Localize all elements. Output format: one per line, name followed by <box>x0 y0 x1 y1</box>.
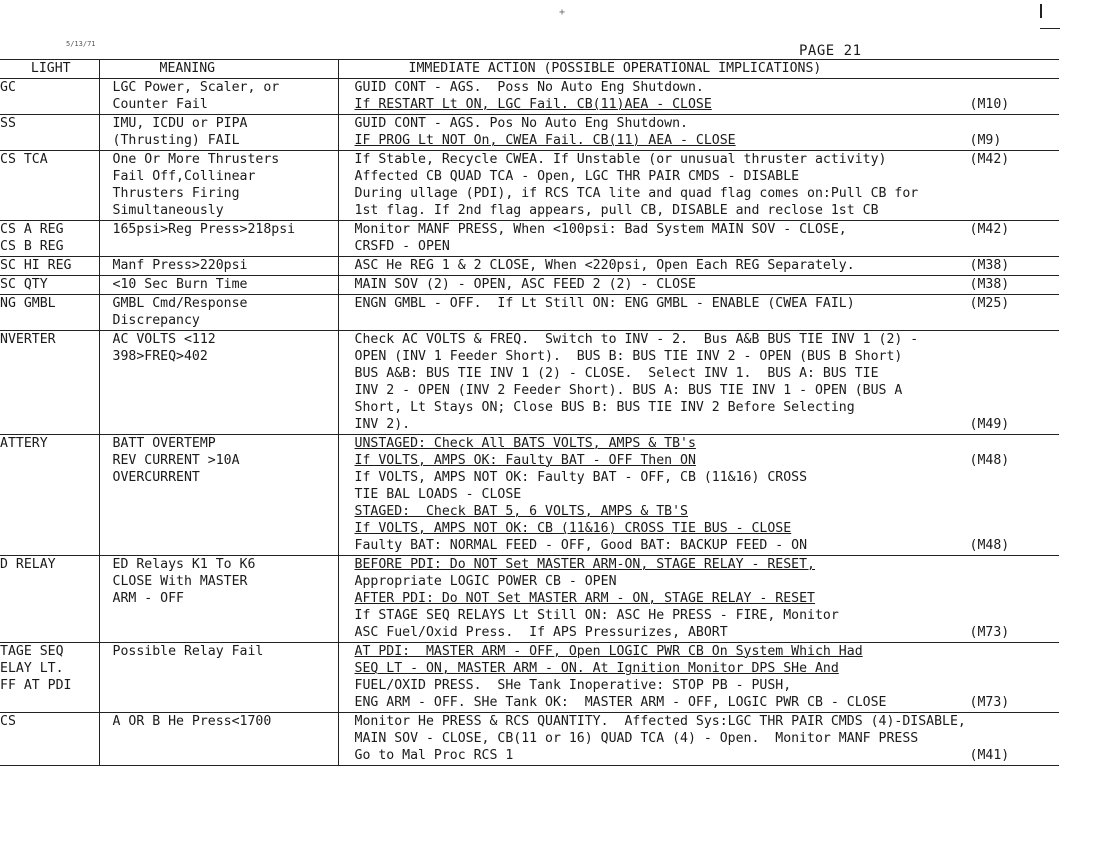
caution-warning-table <box>0 59 1059 766</box>
table-row <box>0 556 1059 643</box>
action-cell <box>338 115 1059 151</box>
action-cell <box>338 643 1059 713</box>
action-cell-line: AFTER PDI: Do NOT Set MASTER ARM - ON, STAGE RELAY - RESET <box>354 591 815 606</box>
table-row <box>0 221 1059 257</box>
light-cell-line: CS B REG <box>0 239 64 254</box>
meaning-cell-line: Thrusters Firing <box>112 186 240 201</box>
light-cell <box>0 713 99 766</box>
malfunction-reference: (M38) <box>969 258 1010 273</box>
table-row <box>0 643 1059 713</box>
meaning-cell <box>99 556 338 643</box>
meaning-cell-line: Manf Press>220psi <box>112 258 248 273</box>
action-cell-line: If RESTART Lt ON, LGC Fail. CB(11)AEA - CLOSE <box>354 97 712 112</box>
meaning-cell <box>99 295 338 331</box>
meaning-cell-line: Simultaneously <box>112 203 224 218</box>
document-date: 5/13/71 <box>66 40 96 48</box>
action-cell-line: Faulty BAT: NORMAL FEED - OFF, Good BAT: BACKUP FEED - ON <box>354 538 808 553</box>
malfunction-reference: (M49) <box>969 417 1010 432</box>
meaning-cell-line: A OR B He Press<1700 <box>112 714 272 729</box>
meaning-cell-line: IMU, ICDU or PIPA <box>112 116 248 131</box>
light-cell <box>0 295 99 331</box>
light-cell <box>0 556 99 643</box>
meaning-cell <box>99 276 338 295</box>
light-cell <box>0 276 99 295</box>
action-cell-line: If VOLTS, AMPS NOT OK: Faulty BAT - OFF, CB (11&16) CROSS <box>354 470 808 485</box>
meaning-cell-line: AC VOLTS <112 <box>112 332 216 347</box>
light-cell <box>0 221 99 257</box>
action-cell-line: Monitor He PRESS & RCS QUANTITY. Affected Sys:LGC THR PAIR CMDS (4)-DISABLE, <box>354 714 966 729</box>
light-cell-line: TAGE SEQ <box>0 644 64 659</box>
action-cell <box>338 713 1059 766</box>
malfunction-reference: (M38) <box>969 277 1010 292</box>
action-cell-line: Check AC VOLTS & FREQ. Switch to INV - 2. Bus A&B BUS TIE INV 1 (2) - <box>354 332 919 347</box>
light-cell-line: FF AT PDI <box>0 678 72 693</box>
scan-mark: + <box>559 7 566 18</box>
light-cell-line: SC QTY <box>0 277 48 292</box>
malfunction-reference: (M73) <box>969 625 1010 640</box>
table-row <box>0 295 1059 331</box>
action-cell-line: Short, Lt Stays ON; Close BUS B: BUS TIE INV 2 Before Selecting <box>354 400 855 415</box>
light-cell-line: ATTERY <box>0 436 48 451</box>
column-header-action: IMMEDIATE ACTION (POSSIBLE OPERATIONAL IMPLICATIONS) <box>338 60 1059 79</box>
action-cell-line: Affected CB QUAD TCA - Open, LGC THR PAIR CMDS - DISABLE <box>354 169 800 184</box>
light-cell <box>0 151 99 221</box>
action-cell <box>338 79 1059 115</box>
action-cell-line: OPEN (INV 1 Feeder Short). BUS B: BUS TIE INV 2 - OPEN (BUS B Short) <box>354 349 903 364</box>
meaning-cell <box>99 435 338 556</box>
malfunction-reference: (M10) <box>969 97 1010 112</box>
action-cell <box>338 276 1059 295</box>
light-cell-line: NVERTER <box>0 332 56 347</box>
meaning-cell <box>99 115 338 151</box>
action-cell-line: ENGN GMBL - OFF. If Lt Still ON: ENG GMBL - ENABLE (CWEA FAIL) <box>354 296 855 311</box>
malfunction-reference: (M48) <box>969 453 1010 468</box>
action-cell-line: CRSFD - OPEN <box>354 239 450 254</box>
table-row <box>0 331 1059 435</box>
action-cell-line: GUID CONT - AGS. Poss No Auto Eng Shutdown. <box>354 80 704 95</box>
table-row <box>0 257 1059 276</box>
light-cell-line: CS TCA <box>0 152 48 167</box>
malfunction-reference: (M9) <box>969 133 1002 148</box>
malfunction-reference: (M48) <box>969 538 1010 553</box>
action-cell-line: BUS A&B: BUS TIE INV 1 (2) - CLOSE. Select INV 1. BUS A: BUS TIE <box>354 366 879 381</box>
action-cell-line: If VOLTS, AMPS NOT OK: CB (11&16) CROSS TIE BUS - CLOSE <box>354 521 792 536</box>
action-cell-line: FUEL/OXID PRESS. SHe Tank Inoperative: STOP PB - PUSH, <box>354 678 792 693</box>
light-cell <box>0 435 99 556</box>
meaning-cell-line: LGC Power, Scaler, or <box>112 80 280 95</box>
meaning-cell-line: REV CURRENT >10A <box>112 453 240 468</box>
meaning-cell <box>99 713 338 766</box>
action-cell-line: INV 2). <box>354 417 411 432</box>
action-cell <box>338 257 1059 276</box>
malfunction-reference: (M42) <box>969 222 1010 237</box>
action-cell-line: TIE BAL LOADS - CLOSE <box>354 487 522 502</box>
action-cell <box>338 556 1059 643</box>
action-cell <box>338 331 1059 435</box>
meaning-cell <box>99 79 338 115</box>
action-cell-line: If Stable, Recycle CWEA. If Unstable (or unusual thruster activity) <box>354 152 887 167</box>
malfunction-reference: (M42) <box>969 152 1010 167</box>
light-cell-line: NG GMBL <box>0 296 56 311</box>
light-cell <box>0 643 99 713</box>
action-cell-line: Appropriate LOGIC POWER CB - OPEN <box>354 574 617 589</box>
light-cell <box>0 331 99 435</box>
action-cell-line: GUID CONT - AGS. Pos No Auto Eng Shutdown. <box>354 116 688 131</box>
table-row <box>0 151 1059 221</box>
action-cell-line: INV 2 - OPEN (INV 2 Feeder Short). BUS A: BUS TIE INV 1 - OPEN (BUS A <box>354 383 903 398</box>
meaning-cell <box>99 257 338 276</box>
meaning-cell-line: Fail Off,Collinear <box>112 169 256 184</box>
action-cell-line: IF PROG Lt NOT On, CWEA Fail. CB(11) AEA - CLOSE <box>354 133 736 148</box>
action-cell-line: If VOLTS, AMPS OK: Faulty BAT - OFF Then ON <box>354 453 696 468</box>
meaning-cell <box>99 221 338 257</box>
action-cell <box>338 295 1059 331</box>
light-cell <box>0 79 99 115</box>
action-cell-line: MAIN SOV (2) - OPEN, ASC FEED 2 (2) - CLOSE <box>354 277 696 292</box>
light-cell-line: CS A REG <box>0 222 64 237</box>
light-cell-line: GC <box>0 80 16 95</box>
meaning-cell <box>99 151 338 221</box>
action-cell-line: Go to Mal Proc RCS 1 <box>354 748 514 763</box>
meaning-cell <box>99 643 338 713</box>
column-header-light: LIGHT <box>0 60 99 79</box>
action-cell-line: ENG ARM - OFF. SHe Tank OK: MASTER ARM - OFF, LOGIC PWR CB - CLOSE <box>354 695 887 710</box>
meaning-cell-line: <10 Sec Burn Time <box>112 277 248 292</box>
corner-mark <box>1040 4 1042 18</box>
action-cell-line: Monitor MANF PRESS, When <100psi: Bad System MAIN SOV - CLOSE, <box>354 222 847 237</box>
corner-mark-line <box>1040 28 1060 29</box>
action-cell-line: ASC Fuel/Oxid Press. If APS Pressurizes, ABORT <box>354 625 728 640</box>
light-cell <box>0 115 99 151</box>
meaning-cell-line: One Or More Thrusters <box>112 152 280 167</box>
light-cell-line: ELAY LT. <box>0 661 64 676</box>
action-cell-line: AT PDI: MASTER ARM - OFF, Open LOGIC PWR CB On System Which Had <box>354 644 863 659</box>
light-cell-line: D RELAY <box>0 557 56 572</box>
action-cell-line: MAIN SOV - CLOSE, CB(11 or 16) QUAD TCA (4) - Open. Monitor MANF PRESS <box>354 731 919 746</box>
action-cell-line: UNSTAGED: Check All BATS VOLTS, AMPS & TB's <box>354 436 696 451</box>
meaning-cell-line: Discrepancy <box>112 313 200 328</box>
meaning-cell-line: GMBL Cmd/Response <box>112 296 248 311</box>
action-cell-line: ASC He REG 1 & 2 CLOSE, When <220psi, Open Each REG Separately. <box>354 258 855 273</box>
table-row <box>0 435 1059 556</box>
table-row <box>0 713 1059 766</box>
malfunction-reference: (M25) <box>969 296 1010 311</box>
meaning-cell <box>99 331 338 435</box>
action-cell-line: 1st flag. If 2nd flag appears, pull CB, DISABLE and reclose 1st CB <box>354 203 879 218</box>
meaning-cell-line: Counter Fail <box>112 97 208 112</box>
malfunction-reference: (M41) <box>969 748 1010 763</box>
meaning-cell-line: BATT OVERTEMP <box>112 436 216 451</box>
action-cell <box>338 151 1059 221</box>
meaning-cell-line: ARM - OFF <box>112 591 184 606</box>
action-cell-line: During ullage (PDI), if RCS TCA lite and quad flag comes on:Pull CB for <box>354 186 919 201</box>
malfunction-reference: (M73) <box>969 695 1010 710</box>
action-cell <box>338 221 1059 257</box>
page-number: PAGE 21 <box>799 43 862 59</box>
column-header-meaning: MEANING <box>99 60 338 79</box>
meaning-cell-line: CLOSE With MASTER <box>112 574 248 589</box>
meaning-cell-line: OVERCURRENT <box>112 470 200 485</box>
table-row <box>0 79 1059 115</box>
meaning-cell-line: Possible Relay Fail <box>112 644 264 659</box>
table-row <box>0 276 1059 295</box>
table-header-row <box>0 60 1059 79</box>
light-cell-line: CS <box>0 714 16 729</box>
action-cell <box>338 435 1059 556</box>
action-cell-line: STAGED: Check BAT 5, 6 VOLTS, AMPS & TB'S <box>354 504 688 519</box>
light-cell-line: SS <box>0 116 16 131</box>
light-cell-line: SC HI REG <box>0 258 72 273</box>
action-cell-line: If STAGE SEQ RELAYS Lt Still ON: ASC He PRESS - FIRE, Monitor <box>354 608 839 623</box>
action-cell-line: BEFORE PDI: Do NOT Set MASTER ARM-ON, STAGE RELAY - RESET, <box>354 557 815 572</box>
light-cell <box>0 257 99 276</box>
table-row <box>0 115 1059 151</box>
meaning-cell-line: 398>FREQ>402 <box>112 349 208 364</box>
meaning-cell-line: 165psi>Reg Press>218psi <box>112 222 296 237</box>
action-cell-line: SEQ LT - ON, MASTER ARM - ON. At Ignition Monitor DPS SHe And <box>354 661 839 676</box>
meaning-cell-line: ED Relays K1 To K6 <box>112 557 256 572</box>
meaning-cell-line: (Thrusting) FAIL <box>112 133 240 148</box>
